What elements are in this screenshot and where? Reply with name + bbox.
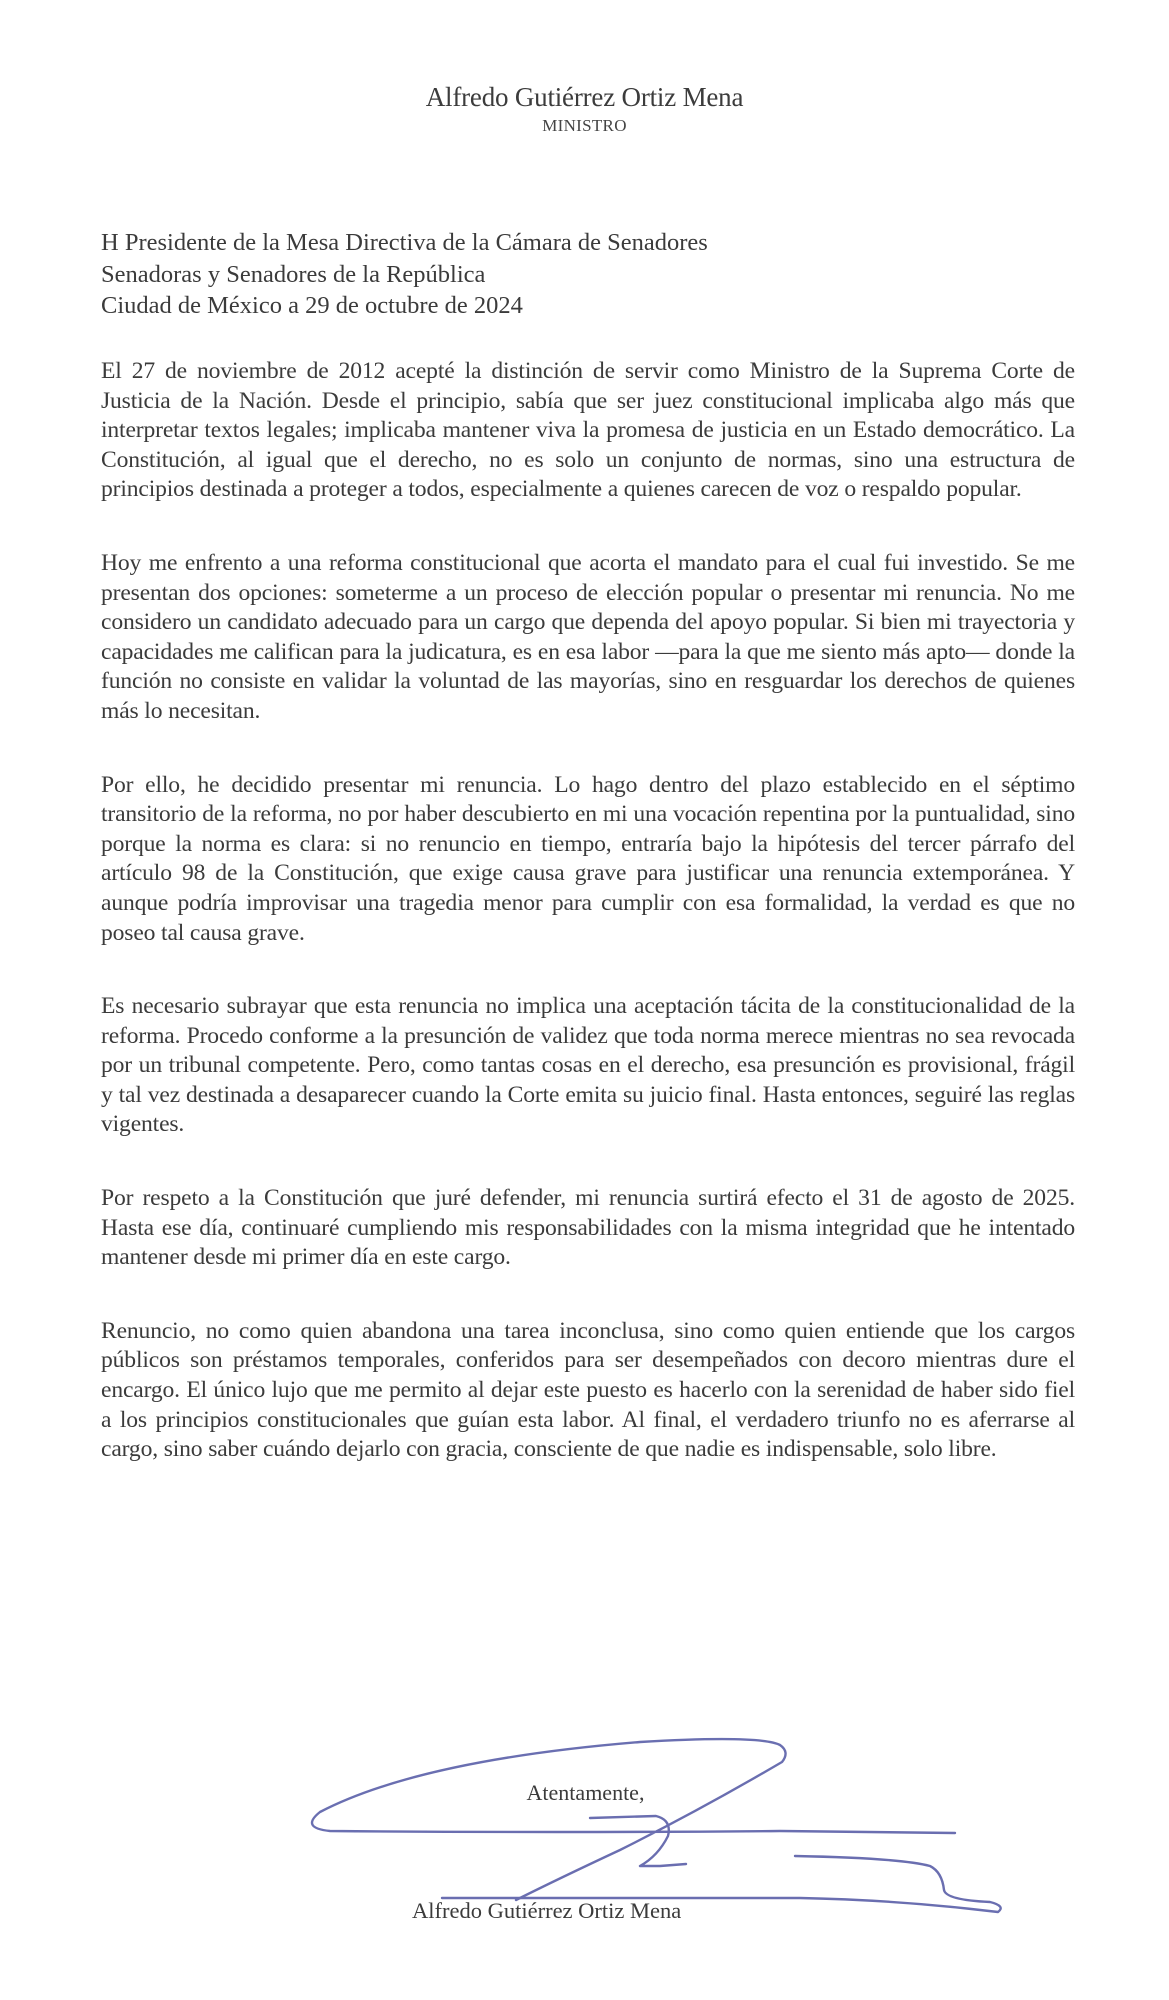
paragraph: Por ello, he decidido presentar mi renuncia. Lo hago dentro del plazo establecido en el séptimo transitorio de la reforma, no por haber descubierto en mi una vocación repentina por la puntualidad, sino porque la norma es clara: si no renuncio en tiempo, entraría bajo la hipótesis del tercer párrafo del artículo 98 de la Constitución, que exige causa grave para justificar una renuncia extemporánea. Y aunque podría improvisar una tragedia menor para cumplir con esa formalidad, la verdad es que no poseo tal causa grave.: [101, 771, 1075, 946]
paragraph: El 27 de noviembre de 2012 acepté la distinción de servir como Ministro de la Suprema Corte de Justicia de la Nación. Desde el principio, sabía que ser juez constitucional implicaba algo más que interpretar textos legales; implicaba mantener viva la promesa de justicia en un Estado democrático. La Constitución, al igual que el derecho, no es solo un conjunto de normas, sino una estructura de principios destinada a proteger a todos, especialmente a quienes carecen de voz o respaldo popular.: [101, 358, 1075, 503]
paragraph: Es necesario subrayar que esta renuncia no implica una aceptación tácita de la constitucionalidad de la reforma. Procedo conforme a la presunción de validez que toda norma merece mientras no sea revocada por un tribunal competente. Pero, como tantas cosas en el derecho, esa presunción es provisional, frágil y tal vez destinada a desaparecer cuando la Corte emita su juicio final. Hasta entonces, seguiré las reglas vigentes.: [101, 993, 1075, 1138]
letterhead-name: Alfredo Gutiérrez Ortiz Mena: [425, 82, 744, 112]
paragraph: Renuncio, no como quien abandona una tarea inconclusa, sino como quien entiende que los cargos públicos son préstamos temporales, conferidos para ser desempeñados con decoro mientras dure el encargo. El único lujo que me permito al dejar este puesto es hacerlo con la serenidad de haber sido fiel a los principios constitucionales que guían esta labor. Al final, el verdadero triunfo no es aferrarse al cargo, sino saber cuándo dejarlo con gracia, consciente de que nadie es indispensable, solo libre.: [101, 1317, 1075, 1463]
date-line: Ciudad de México a 29 de octubre de 2024: [101, 292, 523, 319]
paragraph: Por respeto a la Constitución que juré defender, mi renuncia surtirá efecto el 31 de agosto de 2025. Hasta ese día, continuaré cumpliendo mis responsabilidades con la misma integridad que he intentado mantener desde mi primer día en este cargo.: [101, 1185, 1075, 1271]
letter-body: [101, 357, 1075, 1465]
salutation-text: Atentamente,: [526, 1780, 645, 1805]
paragraph: Hoy me enfrento a una reforma constitucional que acorta el mandato para el cual fui investido. Se me presentan dos opciones: someterme a un proceso de elección popular o presentar mi renuncia. No me considero un candidato adecuado para un cargo que dependa del apoyo popular. Si bien mi trayectoria y capacidades me califican para la judicatura, es en esa labor —para la que me siento más apto— donde la función no consiste en validar la voluntad de las mayorías, sino en resguardar los derechos de quienes más lo necesitan.: [101, 549, 1075, 724]
signature-stroke: [312, 1739, 955, 1900]
signature-stroke: [590, 1816, 686, 1866]
signer-name: Alfredo Gutiérrez Ortiz Mena: [412, 1898, 682, 1923]
letterhead-title: MINISTRO: [542, 116, 627, 135]
closing-salutation: [0, 1780, 1169, 1806]
recipient-line: H Presidente de la Mesa Directiva de la Cámara de Senadores: [101, 229, 708, 256]
recipient-line: Senadoras y Senadores de la República: [101, 260, 486, 288]
recipient-block: [101, 227, 1001, 322]
